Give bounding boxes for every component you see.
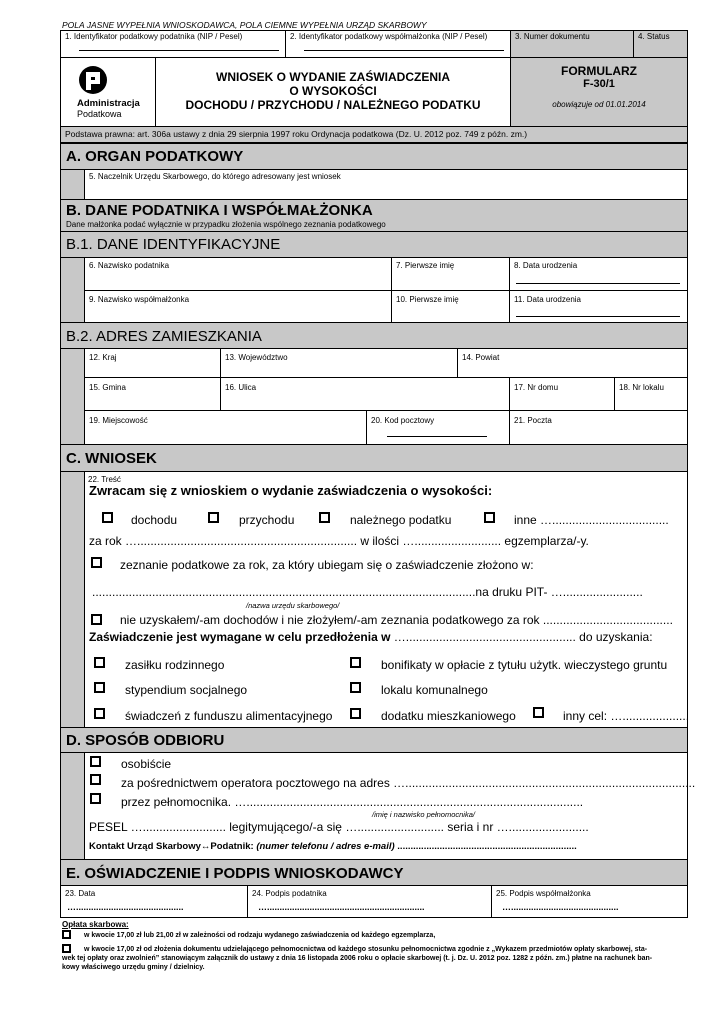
fee-title: Opłata skarbowa: [62,920,129,929]
checkbox-zasilku[interactable] [94,657,105,668]
legal-basis-text: Podstawa prawna: art. 306a ustawy z dnia 29 sierpnia 1997 roku Ordynacja podatkowa (Dz. U. 2012 poz. 749 z późn. zm.) [65,129,528,139]
label-f3: 3. Numer dokumentu [515,32,590,41]
label-f12: 12. Kraj [89,353,117,362]
checkbox-fee2[interactable] [62,944,71,953]
checkbox-osobiscie[interactable] [90,756,101,767]
street-field[interactable] [220,377,510,411]
checkbox-lokalu[interactable] [350,682,361,693]
nip-taxpayer-field[interactable] [60,30,286,58]
label-f6: 6. Nazwisko podatnika [89,261,170,270]
label-f25: 25. Podpis współmałżonka [496,889,591,898]
fee2-line2: wek tej opłaty oraz zwolnień” stanowiącym załącznik do ustawy z dnia 16 listopada 2006 roku o opłacie skarbowej (t. j. Dz. U. 2012 poz. 1282 z późn. zm.) płatne na rachunek ban- [62,955,653,962]
section-b1-sidebar [60,257,85,323]
postal-line [387,431,487,437]
checkbox-naleznego-podatku[interactable] [319,512,330,523]
label-inne: inne …................................... [514,513,669,527]
form-title-line3: DOCHODU / PRZYCHODU / NALEŻNEGO PODATKU [185,98,481,112]
label-osobiscie: osobiście [121,757,172,771]
label-f11: 11. Data urodzenia [514,295,582,304]
section-e-title: E. OŚWIADCZENIE I PODPIS WNIOSKODAWCY [60,859,688,886]
required-for-dots: …................................................... do uzyskania: [393,630,653,644]
label-f14: 14. Powiat [462,353,500,362]
city-field[interactable] [84,410,367,445]
taxpayer-surname-field[interactable] [84,257,392,291]
fee2-line1: w kwocie 17,00 zł od złożenia dokumentu udzielającego pełnomocnictwa od każdego stosunku pełnomocnictwa zgodnie z „Wykazem przedmiotów opłaty skarbowej, sta- [84,946,648,953]
request-heading: Zwracam się z wnioskiem o wydanie zaświadczenia o wysokości: [89,483,493,498]
label-f15: 15. Gmina [89,383,126,392]
taxpayer-birthdate-field[interactable] [509,257,688,291]
date-field[interactable] [60,885,248,918]
year-and-copies-line: za rok ….................................................................. w ilości ….......................... egzemplarza/-y. [89,534,589,548]
spouse-firstname-field[interactable] [391,290,510,323]
section-b-subtitle: Dane małżonka podać wyłącznie w przypadku złożenia wspólnego zeznania podatkowego [66,220,386,229]
checkbox-pelnomocnik[interactable] [90,793,101,804]
checkbox-operator[interactable] [90,774,101,785]
section-d-sidebar [60,752,85,860]
contact-italic: (numer telefonu / adres e-mail) [256,841,395,852]
form-code: F-30/1 [583,78,615,90]
form-title-box [155,57,511,127]
valid-from: obowiązuje od 01.01.2014 [552,100,646,109]
checkbox-dodatku[interactable] [350,708,361,719]
label-stypendium: stypendium socjalnego [125,683,248,697]
checkbox-nie-uzyskalem[interactable] [91,614,102,625]
checkbox-inne[interactable] [484,512,495,523]
label-f10: 10. Pierwsze imię [396,295,459,304]
checkbox-zeznanie[interactable] [91,557,102,568]
county-field[interactable] [457,348,688,378]
label-f2: 2. Identyfikator podatkowy współmałżonka (NIP / Pesel) [290,32,488,41]
required-for-line [89,630,653,644]
label-zasilku: zasiłku rodzinnego [125,658,225,672]
country-field[interactable] [84,348,221,378]
label-f23: 23. Data [65,889,96,898]
label-f20: 20. Kod pocztowy [371,416,435,425]
label-f24: 24. Podpis podatnika [252,889,327,898]
label-bonifikaty: bonifikaty w opłacie z tytułu użytk. wieczystego gruntu [381,658,668,672]
apartment-number-field[interactable] [614,377,688,411]
taxpayer-signature-dots: …............................................................... [258,902,425,912]
checkbox-swiadczen[interactable] [94,708,105,719]
label-f5: 5. Naczelnik Urzędu Skarbowego, do którego adresowany jest wniosek [89,172,341,181]
label-f21: 21. Poczta [514,416,552,425]
form-title-line2: O WYSOKOŚCI [289,84,377,98]
section-c-title: C. WNIOSEK [60,444,688,472]
checkbox-dochodu[interactable] [102,512,113,523]
label-f17: 17. Nr domu [514,383,559,392]
postal-code-field[interactable] [366,410,510,445]
contact-bold: Kontakt Urząd Skarbowy↔Podatnik: [89,841,254,852]
label-dodatku: dodatku mieszkaniowego [381,709,516,723]
label-f7: 7. Pierwsze imię [396,261,455,270]
fee2-line3: kowy właściwego urzędu gminy / dzielnicy. [62,964,205,971]
label-f8: 8. Data urodzenia [514,261,578,270]
label-f9: 9. Nazwisko współmałżonka [89,295,190,304]
label-dochodu: dochodu [131,513,178,527]
voivodeship-field[interactable] [220,348,458,378]
label-f22: 22. Treść [88,475,121,484]
label-lokalu: lokalu komunalnego [381,683,488,697]
section-b2-title: B.2. ADRES ZAMIESZKANIA [60,322,688,349]
proxy-name-caption: /imię i nazwisko pełnomocnika/ [372,810,475,819]
post-office-field[interactable] [509,410,688,445]
date-dots: …........................................... [67,902,184,912]
label-nie-uzyskalem: nie uzyskałem/-am dochodów i nie złożyłem/-am zeznania podatkowego za rok ....................................... [120,613,673,627]
label-f1: 1. Identyfikator podatkowy podatnika (NIP / Pesel) [65,32,243,41]
label-operator: za pośrednictwem operatora pocztowego na adres …....................................................................................... [121,776,696,790]
nip-digit-line [79,45,279,51]
form-name: FORMULARZ [561,64,637,78]
spouse-signature-field[interactable] [491,885,688,918]
label-f4: 4. Status [638,32,670,41]
house-number-field[interactable] [509,377,615,411]
section-a-sidebar [60,169,85,200]
logo-line1: Administracja [77,98,140,109]
legal-basis [60,126,688,143]
nip-spouse-field[interactable] [285,30,511,58]
checkbox-fee1[interactable] [62,930,71,939]
top-note: POLA JASNE WYPEŁNIA WNIOSKODAWCA, POLA CIEMNE WYPEŁNIA URZĄD SKARBOWY [62,20,427,30]
label-przychodu: przychodu [239,513,295,527]
spouse-birthdate-field[interactable] [509,290,688,323]
label-inny-cel: inny cel: ….................... [563,709,690,723]
label-f13: 13. Województwo [225,353,288,362]
section-a-title: A. ORGAN PODATKOWY [60,143,688,170]
tax-office-pit-line: ...................................................................................................................na druku PIT- …........................ [92,585,643,599]
label-f16: 16. Ulica [225,383,257,392]
section-b-title: B. DANE PODATNIKA I WSPÓŁMAŁŻONKA [66,202,373,219]
pesel-line: PESEL …......................... legitymującego/-a się ….......................... seria i nr …........................ [89,820,589,834]
taxpayer-signature-field[interactable] [247,885,492,918]
taxpayer-firstname-field[interactable] [391,257,510,291]
required-for-bold: Zaświadczenie jest wymagane w celu przedłożenia w [89,630,391,644]
fee1-text: w kwocie 17,00 zł lub 21,00 zł w zależności od rodzaju wydanego zaświadczenia od każdego egzemplarza, [84,932,436,939]
label-zeznanie: zeznanie podatkowe za rok, za który ubiegam się o zaświadczenie złożono w: [120,558,534,572]
checkbox-bonifikaty[interactable] [350,657,361,668]
spouse-surname-field[interactable] [84,290,392,323]
commune-field[interactable] [84,377,221,411]
tax-office-caption: /nazwa urzędu skarbowego/ [246,601,340,610]
form-code-box [510,57,688,127]
section-b1-title: B.1. DANE IDENTYFIKACYJNE [60,231,688,258]
section-c-sidebar [60,471,85,728]
date-line [516,311,680,317]
document-number-field [510,30,634,58]
label-swiadczen: świadczeń z funduszu alimentacyjnego [125,709,333,723]
form-title-line1: WNIOSEK O WYDANIE ZAŚWIADCZENIA [216,70,450,84]
date-line [516,278,680,284]
logo-box [60,57,156,127]
nip-digit-line [304,45,504,51]
section-b-header [60,199,688,232]
status-field [633,30,688,58]
checkbox-przychodu[interactable] [208,512,219,523]
label-pelnomocnik: przez pełnomocnika. …..................................................................................................... [121,795,584,809]
contact-dots: .................................................................... [397,841,577,852]
label-f19: 19. Miejscowość [89,416,148,425]
contact-line [89,840,577,854]
tax-office-field[interactable] [84,169,688,200]
administracja-logo-icon [77,64,109,96]
spouse-signature-dots: …........................................... [502,902,619,912]
label-naleznego-podatku: należnego podatku [350,513,452,527]
checkbox-inny-cel[interactable] [533,707,544,718]
checkbox-stypendium[interactable] [94,682,105,693]
logo-line2: Podatkowa [77,109,122,119]
section-d-title: D. SPOSÓB ODBIORU [60,727,688,753]
section-b2-sidebar [60,348,85,445]
label-f18: 18. Nr lokalu [619,383,664,392]
